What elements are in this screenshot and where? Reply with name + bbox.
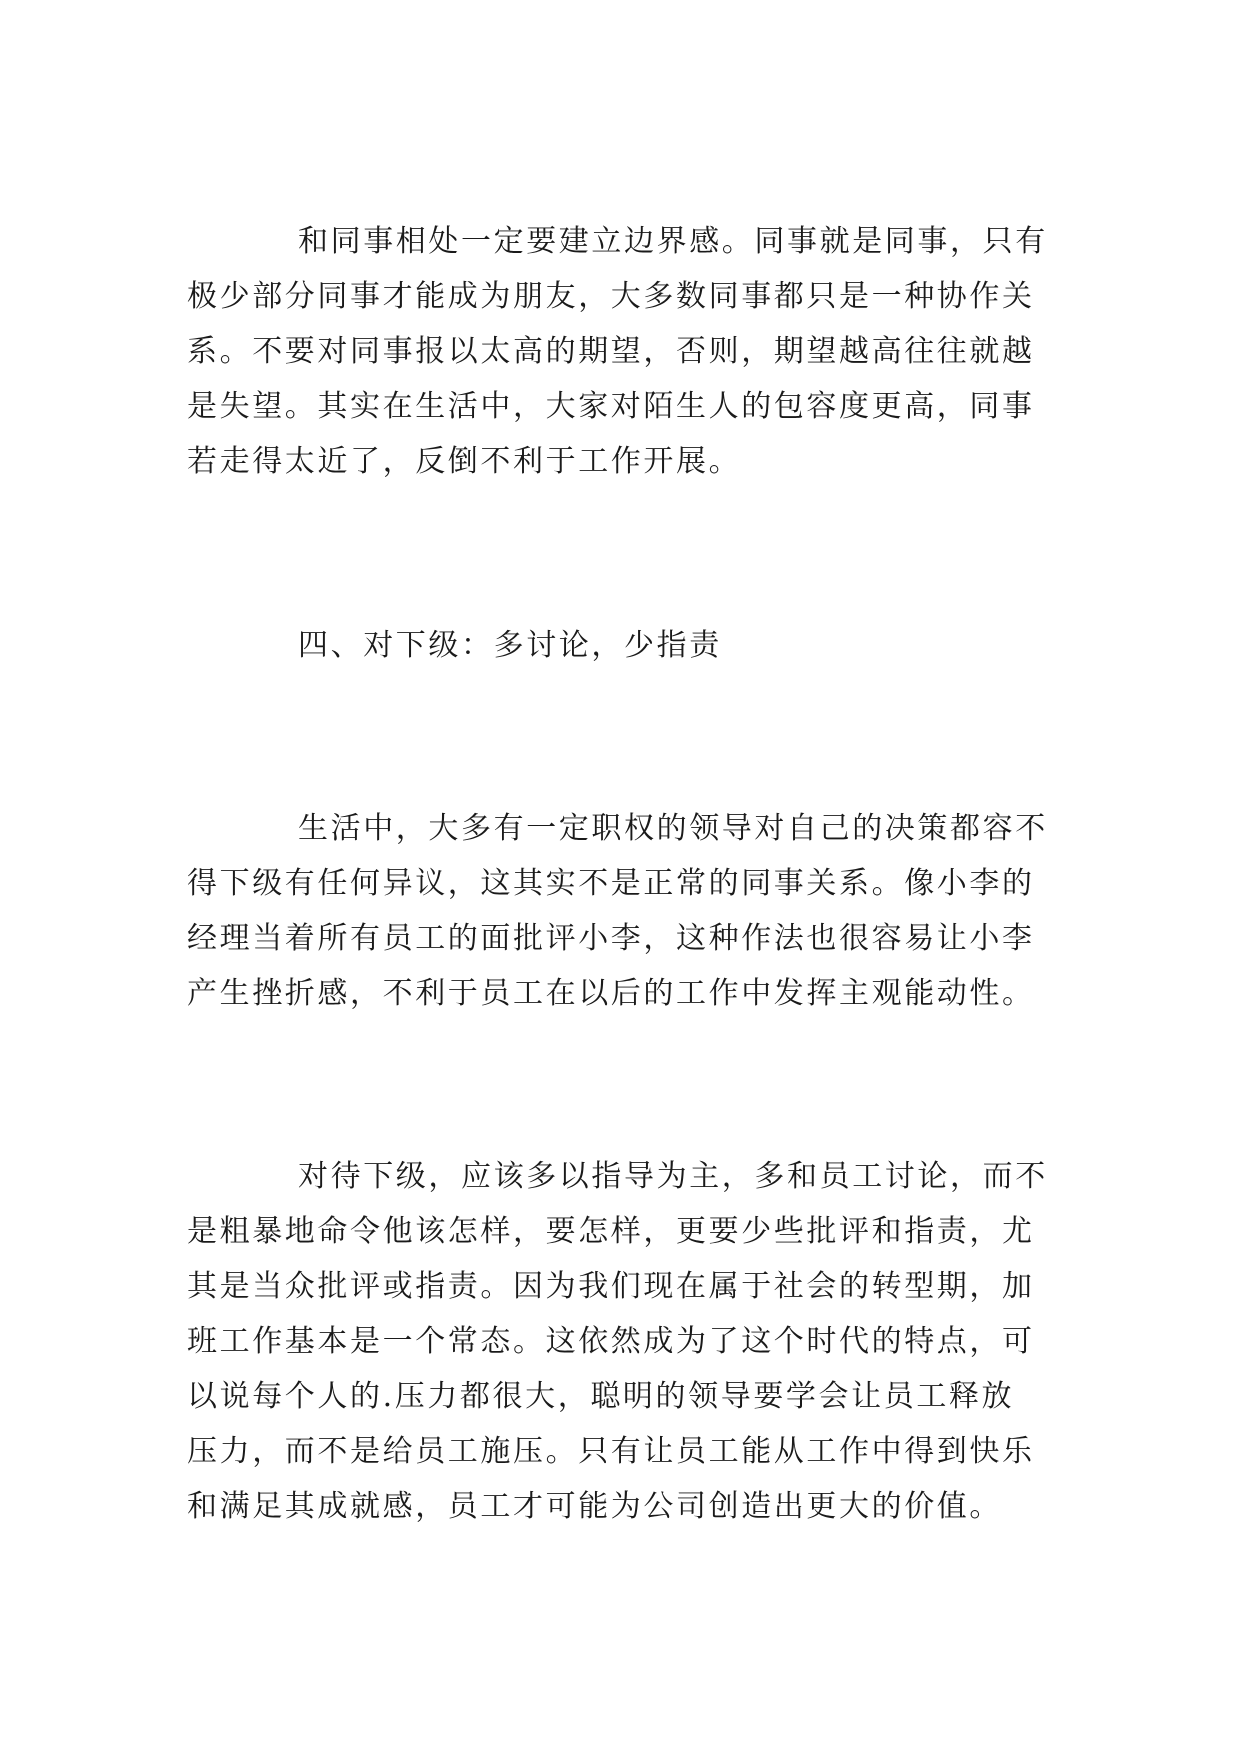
paragraph-line: 生活中，大多有一定职权的领导对自己的决策都容不 <box>298 811 1048 846</box>
paragraph-line: 和同事相处一定要建立边界感。同事就是同事，只有 <box>298 224 1048 259</box>
paragraph-line: 其是当众批评或指责。因为我们现在属于社会的转型期，加 <box>187 1269 1035 1304</box>
paragraph-line: 系。不要对同事报以太高的期望，否则，期望越高往往就越 <box>187 334 1035 369</box>
paragraph-line: 对待下级，应该多以指导为主，多和员工讨论，而不 <box>298 1159 1048 1194</box>
paragraph-line: 以说每个人的.压力都很大，聪明的领导要学会让员工释放 <box>187 1379 1015 1414</box>
section-heading: 四、对下级：多讨论，少指责 <box>298 628 722 663</box>
paragraph-line: 若走得太近了，反倒不利于工作开展。 <box>187 444 742 479</box>
paragraph-line: 产生挫折感，不利于员工在以后的工作中发挥主观能动性。 <box>187 976 1035 1011</box>
paragraph-line: 是失望。其实在生活中，大家对陌生人的包容度更高，同事 <box>187 389 1035 424</box>
paragraph-line: 极少部分同事才能成为朋友，大多数同事都只是一种协作关 <box>187 279 1035 314</box>
paragraph-line: 压力，而不是给员工施压。只有让员工能从工作中得到快乐 <box>187 1434 1035 1469</box>
paragraph-line: 经理当着所有员工的面批评小李，这种作法也很容易让小李 <box>187 921 1035 956</box>
paragraph-line: 是粗暴地命令他该怎样，要怎样，更要少些批评和指责，尤 <box>187 1214 1035 1249</box>
paragraph-line: 和满足其成就感，员工才可能为公司创造出更大的价值。 <box>187 1489 1002 1524</box>
paragraph-line: 班工作基本是一个常态。这依然成为了这个时代的特点，可 <box>187 1324 1035 1359</box>
paragraph-line: 得下级有任何异议，这其实不是正常的同事关系。像小李的 <box>187 866 1035 901</box>
